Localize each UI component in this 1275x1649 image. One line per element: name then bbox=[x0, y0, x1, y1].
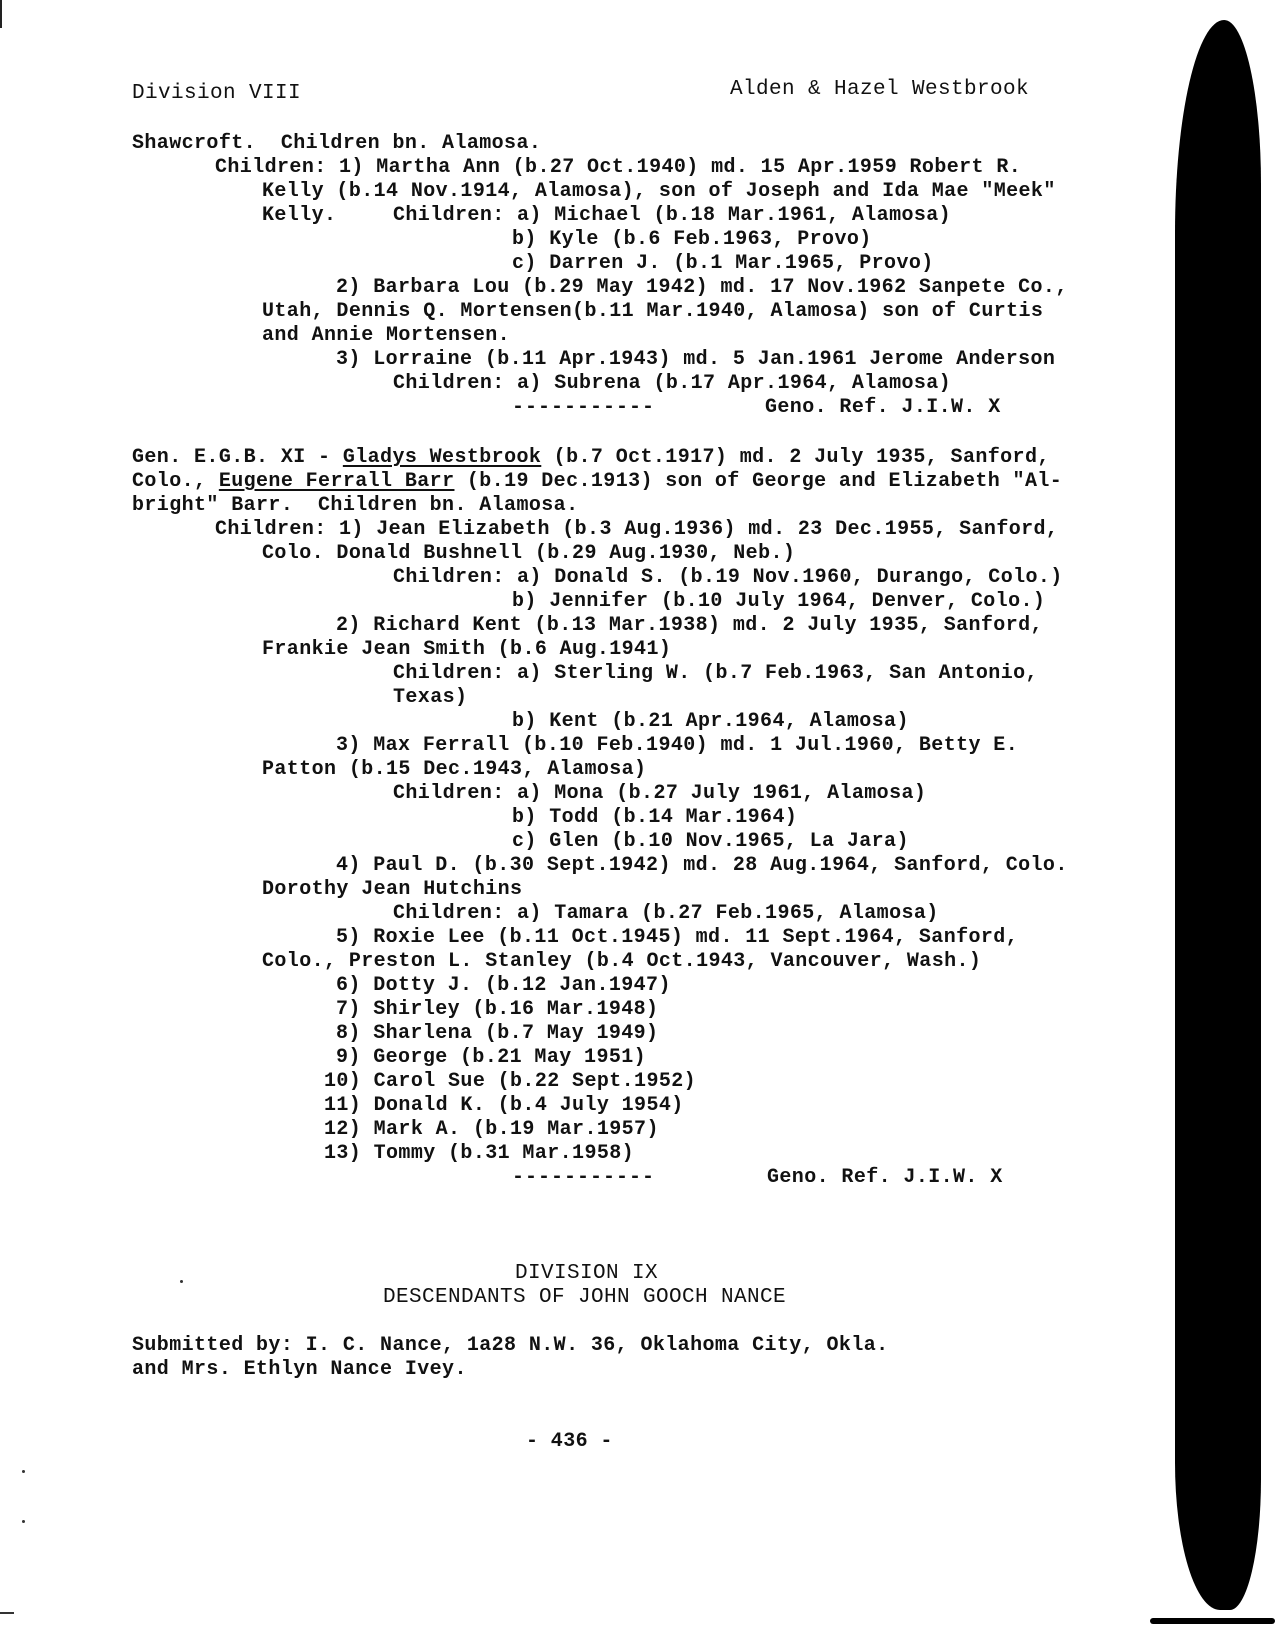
text-line: 2) Richard Kent (b.13 Mar.1938) md. 2 July 1935, Sanford, bbox=[336, 614, 1043, 637]
scan-black-margin bbox=[1175, 20, 1261, 1610]
generation-heading bbox=[132, 446, 1050, 470]
text-line: 12) Mark A. (b.19 Mar.1957) bbox=[324, 1118, 659, 1141]
text-line: b) Kyle (b.6 Feb.1963, Provo) bbox=[512, 228, 872, 251]
text-line: Children: 1) Martha Ann (b.27 Oct.1940) md. 15 Apr.1959 Robert R. bbox=[215, 156, 1022, 179]
division-subtitle: DESCENDANTS OF JOHN GOOCH NANCE bbox=[383, 1286, 787, 1309]
text-line: Colo., Preston L. Stanley (b.4 Oct.1943, Vancouver, Wash.) bbox=[262, 950, 982, 973]
text-line: Children: a) Michael (b.18 Mar.1961, Alamosa) bbox=[393, 204, 952, 227]
text-line: 9) George (b.21 May 1951) bbox=[336, 1046, 647, 1069]
scan-edge-mark bbox=[0, 0, 2, 28]
text-line: Kelly. bbox=[262, 204, 337, 227]
text-line: Children: a) Donald S. (b.19 Nov.1960, Durango, Colo.) bbox=[393, 566, 1063, 589]
scan-black-foot bbox=[1150, 1618, 1275, 1624]
principal-details: (b.7 Oct.1917) md. 2 July 1935, Sanford, bbox=[541, 446, 1050, 469]
submitted-by-line: and Mrs. Ethlyn Nance Ivey. bbox=[132, 1358, 467, 1381]
text-line: b) Jennifer (b.10 July 1964, Denver, Colo.) bbox=[512, 590, 1046, 613]
text-line: Frankie Jean Smith (b.6 Aug.1941) bbox=[262, 638, 672, 661]
text-line: 7) Shirley (b.16 Mar.1948) bbox=[336, 998, 659, 1021]
text-line: 4) Paul D. (b.30 Sept.1942) md. 28 Aug.1964, Sanford, Colo. bbox=[336, 854, 1068, 877]
submitted-by-line: Submitted by: I. C. Nance, 1a28 N.W. 36, Oklahoma City, Okla. bbox=[132, 1334, 889, 1357]
text-line: 5) Roxie Lee (b.11 Oct.1945) md. 11 Sept.1964, Sanford, bbox=[336, 926, 1019, 949]
geno-reference: Geno. Ref. J.I.W. X bbox=[767, 1166, 1003, 1189]
principal-name: Gladys Westbrook bbox=[342, 446, 542, 469]
text-line: 3) Max Ferrall (b.10 Feb.1940) md. 1 Jul.1960, Betty E. bbox=[336, 734, 1019, 757]
text-line: 11) Donald K. (b.4 July 1954) bbox=[324, 1094, 684, 1117]
text-line: c) Glen (b.10 Nov.1965, La Jara) bbox=[512, 830, 909, 853]
spouse-details: (b.19 Dec.1913) son of George and Elizabeth "Al- bbox=[454, 470, 1063, 493]
text-line: Utah, Dennis Q. Mortensen(b.11 Mar.1940, Alamosa) son of Curtis bbox=[262, 300, 1044, 323]
scan-edge-mark-bottom bbox=[0, 1612, 14, 1614]
text-line: 10) Carol Sue (b.22 Sept.1952) bbox=[324, 1070, 697, 1093]
text-line: Shawcroft. Children bn. Alamosa. bbox=[132, 132, 542, 155]
text-line: Kelly (b.14 Nov.1914, Alamosa), son of Joseph and Ida Mae "Meek" bbox=[262, 180, 1056, 203]
text-line: 13) Tommy (b.31 Mar.1958) bbox=[324, 1142, 635, 1165]
page-number: - 436 - bbox=[526, 1430, 613, 1453]
text-line: Texas) bbox=[393, 686, 468, 709]
text-line: 6) Dotty J. (b.12 Jan.1947) bbox=[336, 974, 671, 997]
text-line: 3) Lorraine (b.11 Apr.1943) md. 5 Jan.1961 Jerome Anderson bbox=[336, 348, 1056, 371]
text-line: Children: a) Sterling W. (b.7 Feb.1963, San Antonio, bbox=[393, 662, 1038, 685]
text-line: Patton (b.15 Dec.1943, Alamosa) bbox=[262, 758, 647, 781]
text-line: 2) Barbara Lou (b.29 May 1942) md. 17 Nov.1962 Sanpete Co., bbox=[336, 276, 1068, 299]
scan-speck bbox=[22, 1520, 25, 1523]
scan-speck bbox=[22, 1470, 25, 1473]
text-line: Children: 1) Jean Elizabeth (b.3 Aug.1936) md. 23 Dec.1955, Sanford, bbox=[215, 518, 1059, 541]
spouse-name: Eugene Ferrall Barr bbox=[218, 470, 455, 493]
geno-reference: Geno. Ref. J.I.W. X bbox=[765, 396, 1001, 419]
text-line: c) Darren J. (b.1 Mar.1965, Provo) bbox=[512, 252, 934, 275]
scan-speck bbox=[180, 1280, 183, 1283]
text-line: Colo. Donald Bushnell (b.29 Aug.1930, Neb.) bbox=[262, 542, 796, 565]
text-line: b) Todd (b.14 Mar.1964) bbox=[512, 806, 798, 829]
generation-label: Gen. E.G.B. XI - bbox=[132, 446, 343, 469]
text-line: b) Kent (b.21 Apr.1964, Alamosa) bbox=[512, 710, 909, 733]
text-line: Children: a) Tamara (b.27 Feb.1965, Alamosa) bbox=[393, 902, 939, 925]
section-divider: ----------- bbox=[512, 1166, 656, 1189]
text-line: Children: a) Subrena (b.17 Apr.1964, Alamosa) bbox=[393, 372, 952, 395]
spouse-prefix: Colo., bbox=[132, 470, 219, 493]
text-line: Dorothy Jean Hutchins bbox=[262, 878, 523, 901]
division-title: DIVISION IX bbox=[515, 1262, 659, 1285]
header-family: Alden & Hazel Westbrook bbox=[730, 78, 1030, 101]
text-line: bright" Barr. Children bn. Alamosa. bbox=[132, 494, 579, 517]
header-division: Division VIII bbox=[132, 82, 302, 105]
section-divider: ----------- bbox=[512, 396, 656, 419]
text-line: and Annie Mortensen. bbox=[262, 324, 511, 347]
text-line: 8) Sharlena (b.7 May 1949) bbox=[336, 1022, 659, 1045]
spouse-line bbox=[132, 470, 1062, 494]
text-line: Children: a) Mona (b.27 July 1961, Alamosa) bbox=[393, 782, 927, 805]
